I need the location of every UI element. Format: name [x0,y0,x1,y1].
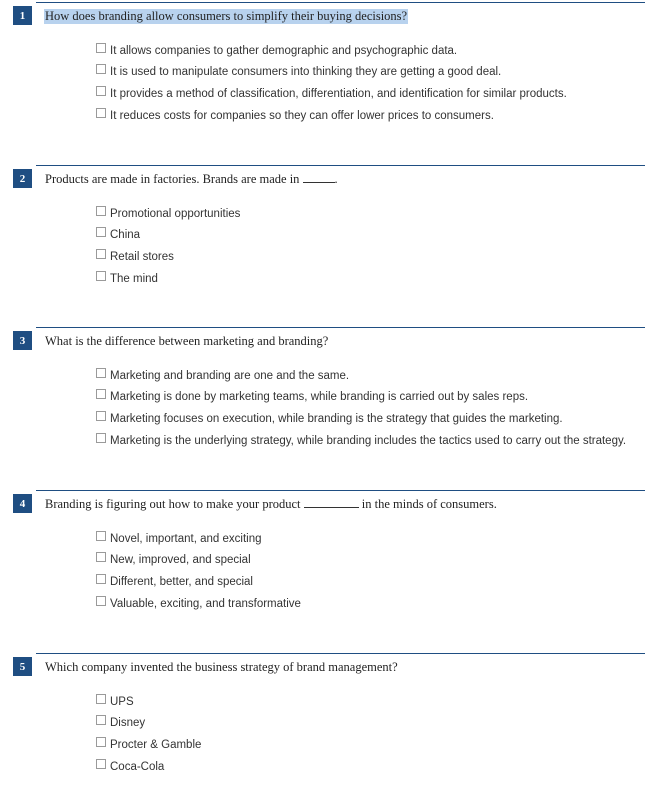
answer-option[interactable] [96,203,240,225]
question-divider [36,490,645,491]
answer-option[interactable] [96,430,626,452]
option-label: It is used to manipulate consumers into thinking they are getting a good deal. [110,66,502,79]
option-label: Novel, important, and exciting [110,532,262,545]
option-label: Valuable, exciting, and transformative [110,597,301,610]
checkbox[interactable] [96,249,106,259]
checkbox[interactable] [96,759,106,769]
answer-options [96,691,201,777]
answer-option[interactable] [96,691,201,713]
option-label: It provides a method of classification, differentiation, and identification for similar products. [110,87,567,100]
option-label: Different, better, and special [110,575,253,588]
question-divider [36,2,645,3]
checkbox[interactable] [96,596,106,606]
question-5 [0,653,645,793]
question-number-badge: 1 [13,6,32,25]
question-number-badge: 2 [13,169,32,188]
question-number-badge: 3 [13,331,32,350]
fill-in-blank [304,497,359,508]
checkbox[interactable] [96,271,106,281]
question-4 [0,490,645,630]
question-prompt: How does branding allow consumers to simplify their buying decisions? [45,9,408,23]
answer-option[interactable] [96,246,240,268]
answer-option[interactable] [96,62,567,84]
answer-option[interactable] [96,593,301,615]
question-prompt: Which company invented the business strategy of brand management? [45,660,398,674]
checkbox[interactable] [96,694,106,704]
checkbox[interactable] [96,531,106,541]
answer-option[interactable] [96,40,567,62]
option-label: Marketing is the underlying strategy, while branding includes the tactics used to carry out the strategy. [110,434,627,447]
question-2 [0,165,645,305]
prompt-text-after: in the minds of consumers. [358,497,497,511]
checkbox[interactable] [96,368,106,378]
prompt-text-before: Products are made in factories. Brands are made in [45,172,303,186]
answer-option[interactable] [96,365,626,387]
checkbox[interactable] [96,227,106,237]
option-label: Marketing focuses on execution, while branding is the strategy that guides the marketing. [110,412,563,425]
answer-options [96,203,240,289]
option-label: Procter & Gamble [110,738,202,751]
checkbox[interactable] [96,411,106,421]
checkbox[interactable] [96,64,106,74]
question-prompt: What is the difference between marketing and branding? [45,334,329,348]
answer-options [96,40,567,126]
answer-option[interactable] [96,83,567,105]
answer-option[interactable] [96,756,201,778]
option-label: Coca-Cola [110,760,165,773]
option-label: Disney [110,717,146,730]
checkbox[interactable] [96,433,106,443]
prompt-text-before: Branding is figuring out how to make your product [45,497,304,511]
checkbox[interactable] [96,206,106,216]
question-prompt [45,497,497,512]
answer-option[interactable] [96,268,240,290]
option-label: Marketing is done by marketing teams, while branding is carried out by sales reps. [110,391,529,404]
question-divider [36,327,645,328]
checkbox[interactable] [96,389,106,399]
option-label: The mind [110,272,158,285]
question-divider [36,165,645,166]
option-label: Promotional opportunities [110,207,241,220]
question-number-badge: 5 [13,657,32,676]
prompt-text-after: . [334,172,338,186]
option-label: UPS [110,695,134,708]
answer-options [96,365,626,451]
checkbox[interactable] [96,43,106,53]
question-prompt [45,172,338,187]
option-label: It reduces costs for companies so they can offer lower prices to consumers. [110,109,494,122]
answer-option[interactable] [96,105,567,127]
answer-option[interactable] [96,408,626,430]
fill-in-blank [303,172,335,183]
checkbox[interactable] [96,715,106,725]
answer-option[interactable] [96,571,301,593]
option-label: New, improved, and special [110,554,251,567]
option-label: China [110,229,141,242]
checkbox[interactable] [96,737,106,747]
answer-option[interactable] [96,528,301,550]
option-label: Retail stores [110,250,174,263]
question-1 [0,2,645,142]
answer-option[interactable] [96,387,626,409]
checkbox[interactable] [96,86,106,96]
question-divider [36,653,645,654]
option-label: It allows companies to gather demographic and psychographic data. [110,44,458,57]
checkbox[interactable] [96,108,106,118]
checkbox[interactable] [96,552,106,562]
checkbox[interactable] [96,574,106,584]
option-label: Marketing and branding are one and the same. [110,369,350,382]
answer-option[interactable] [96,225,240,247]
question-number-badge: 4 [13,494,32,513]
answer-option[interactable] [96,550,301,572]
answer-option[interactable] [96,734,201,756]
answer-options [96,528,301,614]
question-3 [0,327,645,467]
answer-option[interactable] [96,713,201,735]
